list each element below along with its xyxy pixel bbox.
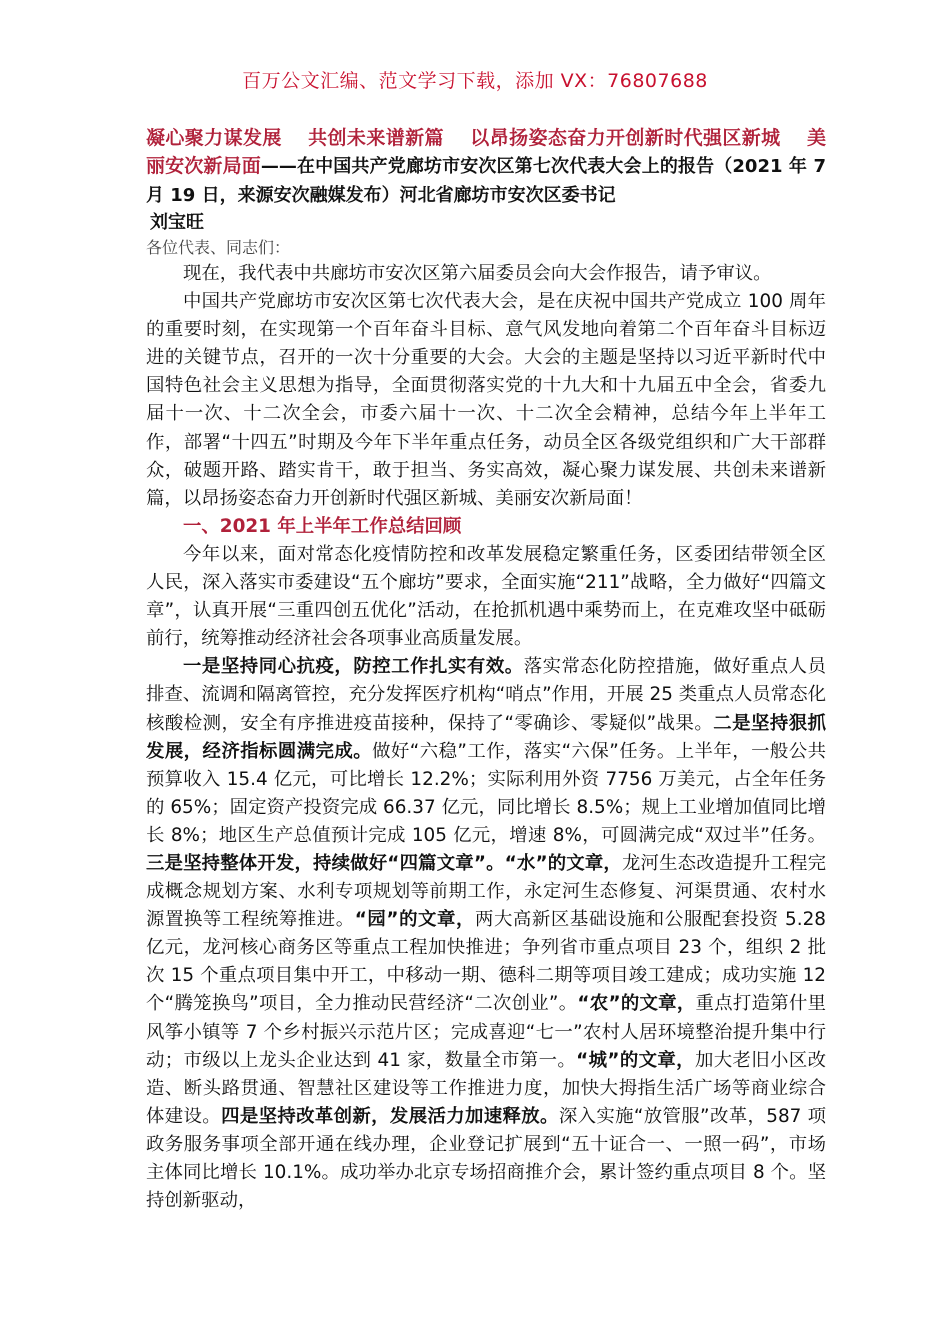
section-heading-1: 一、2021 年上半年工作总结回顾: [183, 515, 462, 537]
paragraph-4-segment: “城”的文章，: [576, 1049, 695, 1071]
paragraph-4-segment: 落实常态化防控措施，做好重点人员排查、流调和隔离管控，充分发挥医疗机构“哨点”作用，开展 25 类重点人员常态化核酸检测，安全有序推进疫苗接种，保持了“零确诊、零疑似”战果。: [146, 656, 826, 734]
paragraph-4-segment: 加大老旧小区改造、断头路贯通、智慧社区建设等工作推进力度，加快大拇指生活广场等商业综合体建设。: [146, 1049, 826, 1127]
title-part-2: 共创未来谱新篇: [307, 127, 444, 149]
paragraph-4-segment: 做好“六稳”工作，落实“六保”任务。上半年，一般公共预算收入 15.4 亿元，可比增长 12.2%；实际利用外资 7756 万美元，占全年任务的 65%；固定资产投资完成 66.37 亿元，同比增长 8.5%；规上工业增加值同比增长 8%；地区生产总值预计完成 105 亿元，增速 8%，可圆满完成“双过半”任务。: [146, 740, 826, 846]
paragraph-4-segment: 三是坚持整体开发，持续做好“四篇文章”。“水”的文章，: [146, 852, 622, 874]
paragraph-4-segment: 两大高新区基础设施和公服配套投资 5.28 亿元，龙河核心商务区等重点工程加快推进；争列省市重点项目 23 个，组织 2 批次 15 个重点项目集中开工，中移动一期、德科二期等项目竣工建成；成功实施 12 个“腾笼换鸟”项目，全力推动民营经济“二次创业”。: [146, 909, 826, 1015]
author-name: 刘宝旺: [150, 212, 204, 233]
title-part-3: 以昂扬姿态奋力开创新时代强区新城: [469, 127, 781, 149]
document-title: [146, 124, 826, 210]
paragraph-4-segment: 一是坚持同心抗疫，防控工作扎实有效。: [183, 656, 524, 678]
paragraph-4-segment: 龙河生态改造提升工程完成概念规划方案、水利专项规划等前期工作，永定河生态修复、河渠贯通、农村水源置换等工程统筹推进。: [146, 852, 826, 931]
paragraph-4-segment: 深入实施“放管服”改革，587 项政务服务事项全部开通在线办理，企业登记扩展到“五十证合一、一照一码”，市场主体同比增长 10.1%。成功举办北京专场招商推介会，累计签约重点项目 8 个。坚持创新驱动，: [146, 1105, 826, 1212]
title-part-4: 美丽安次新局面: [146, 127, 826, 177]
paragraph-4-segment: “园”的文章，: [354, 909, 475, 931]
paragraph-4-segment: 重点打造第什里风筝小镇等 7 个乡村振兴示范片区；完成喜迎“七一”农村人居环境整治提升集中行动；市级以上龙头企业达到 41 家，数量全市第一。: [146, 993, 826, 1071]
paragraph-4-segment: 二是坚持狠抓发展，经济指标圆满完成。: [146, 712, 826, 762]
promo-header: 百万公文汇编、范文学习下载，添加 VX：76807688: [242, 70, 708, 92]
paragraph-3: 今年以来，面对常态化疫情防控和改革发展稳定繁重任务，区委团结带领全区人民，深入落实市委建设“五个廊坊”要求，全面实施“211”战略，全力做好“四篇文章”，认真开展“三重四创五优化”活动，在抢抓机遇中乘势而上，在克难攻坚中砥砺前行，统筹推动经济社会各项事业高质量发展。: [146, 543, 826, 650]
paragraph-4: [146, 653, 826, 1215]
paragraph-2: 中国共产党廊坊市安次区第七次代表大会，是在庆祝中国共产党成立 100 周年的重要时刻，在实现第一个百年奋斗目标、意气风发地向着第二个百年奋斗目标迈进的关键节点，召开的一次十分重要的大会。大会的主题是坚持以习近平新时代中国特色社会主义思想为指导，全面贯彻落实党的十九大和十九届五中全会，省委九届十一次、十二次全会，市委六届十一次、十二次全会精神，总结今年上半年工作，部署“十四五”时期及今年下半年重点任务，动员全区各级党组织和广大干部群众，破题开路、踏实肯干，敢于担当、务实高效，凝心聚力谋发展、共创未来谱新篇，以昂扬姿态奋力开创新时代强区新城、美丽安次新局面！: [146, 291, 826, 509]
document-subtitle: ——在中国共产党廊坊市安次区第七次代表大会上的报告（2021 年 7 月 19 日，来源安次融媒发布）河北省廊坊市安次区委书记: [146, 156, 826, 206]
salutation: 各位代表、同志们：: [146, 238, 291, 257]
paragraph-1: 现在，我代表中共廊坊市安次区第六届委员会向大会作报告，请予审议。: [183, 263, 772, 284]
title-part-1: 凝心聚力谋发展: [146, 127, 282, 149]
paragraph-4-segment: “农”的文章，: [577, 993, 696, 1015]
paragraph-4-segment: 四是坚持改革创新，发展活力加速释放。: [221, 1105, 559, 1127]
document-body: [146, 124, 826, 1215]
